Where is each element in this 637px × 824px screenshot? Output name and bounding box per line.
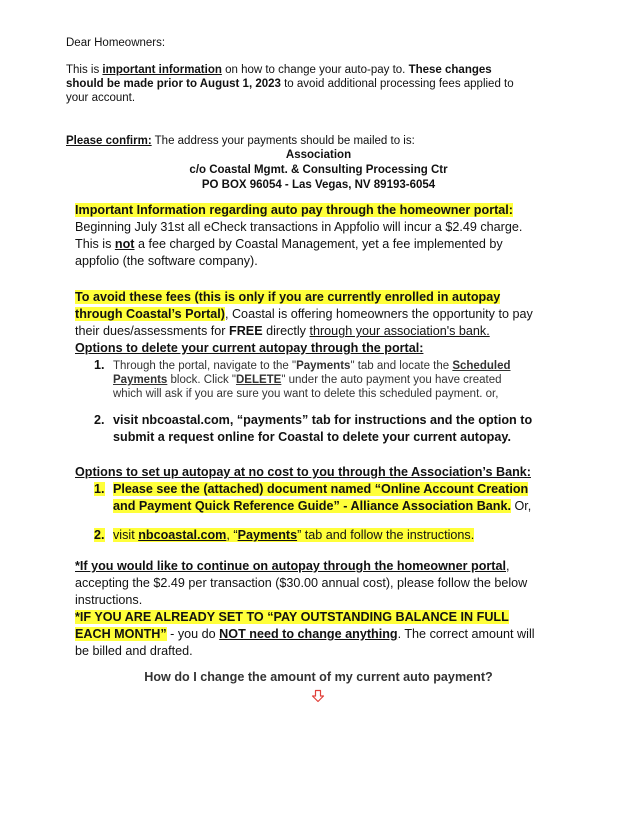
setup-item-2-line-1: visit nbcoastal.com, “Payments” tab and follow the instructions.: [113, 528, 475, 542]
already-line-2: EACH MONTH” - you do NOT need to change anything. The correct amount will: [75, 627, 535, 641]
confirm-label: Please confirm:: [66, 135, 152, 147]
important-line-1: Beginning July 31st all eCheck transactions in Appfolio will incur a $2.49 charge.: [75, 220, 523, 234]
intro-line-1: This is important information on how to change your auto-pay to. These changes: [66, 64, 492, 76]
important-info-link-text: important information: [102, 64, 222, 76]
important-line-2: This is not a fee charged by Coastal Management, yet a fee implemented by: [75, 237, 503, 251]
address-line-1: Association: [285, 149, 352, 161]
intro-line-3: your account.: [66, 92, 136, 104]
setup-item-1-line-1: Please see the (attached) document named “Online Account Creation: [113, 482, 529, 496]
avoid-line-1: To avoid these fees (this is only if you are currently enrolled in autopay: [75, 290, 501, 304]
continue-line-1: *If you would like to continue on autopay through the homeowner portal,: [75, 559, 510, 573]
delete-options-heading: Options to delete your current autopay through the portal:: [75, 341, 424, 355]
confirm-line: Please confirm: The address your payments should be mailed to is:: [66, 135, 415, 147]
question-heading: How do I change the amount of my current auto payment?: [144, 670, 493, 684]
down-arrow-icon: [311, 689, 325, 703]
delete-item-2-line-2: submit a request online for Coastal to delete your current autopay.: [113, 430, 511, 444]
continue-line-3: instructions.: [75, 593, 143, 607]
delete-item-1-number: 1.: [94, 358, 105, 372]
important-line-3: appfolio (the software company).: [75, 254, 258, 268]
delete-item-2-number: 2.: [94, 413, 105, 427]
avoid-line-2: through Coastal’s Portal), Coastal is offering homeowners the opportunity to pay: [75, 307, 533, 321]
delete-item-1-line-3: which will ask if you are sure you want to delete this scheduled payment. or,: [113, 388, 499, 400]
continue-line-2: accepting the $2.49 per transaction ($30.00 annual cost), please follow the below: [75, 576, 528, 590]
delete-item-1-line-2: Payments block. Click "DELETE" under the auto payment you have created: [113, 374, 502, 386]
nbcoastal-link[interactable]: nbcoastal.com: [138, 528, 227, 542]
delete-item-1-line-1: Through the portal, navigate to the "Payments" tab and locate the Scheduled: [113, 360, 511, 372]
address-line-2: c/o Coastal Mgmt. & Consulting Processing Ctr: [189, 164, 448, 176]
delete-item-2-line-1: visit nbcoastal.com, “payments” tab for instructions and the option to: [113, 413, 533, 427]
setup-options-heading: Options to set up autopay at no cost to you through the Association’s Bank:: [75, 465, 531, 479]
already-line-1: *IF YOU ARE ALREADY SET TO “PAY OUTSTANDING BALANCE IN FULL: [75, 610, 509, 624]
address-line-3: PO BOX 96054 - Las Vegas, NV 89193-6054: [201, 179, 436, 191]
already-line-3: be billed and drafted.: [75, 644, 193, 658]
setup-item-1-number: 1.: [94, 482, 105, 496]
important-heading: Important Information regarding auto pay through the homeowner portal:: [75, 203, 513, 217]
setup-item-2-number: 2.: [94, 528, 105, 542]
intro-line-2: should be made prior to August 1, 2023 to avoid additional processing fees applied to: [66, 78, 514, 90]
setup-item-1-line-2: and Payment Quick Reference Guide” - Alliance Association Bank. Or,: [113, 499, 532, 513]
avoid-line-3: their dues/assessments for FREE directly through your association's bank.: [75, 324, 490, 338]
salutation: Dear Homeowners:: [66, 37, 166, 49]
